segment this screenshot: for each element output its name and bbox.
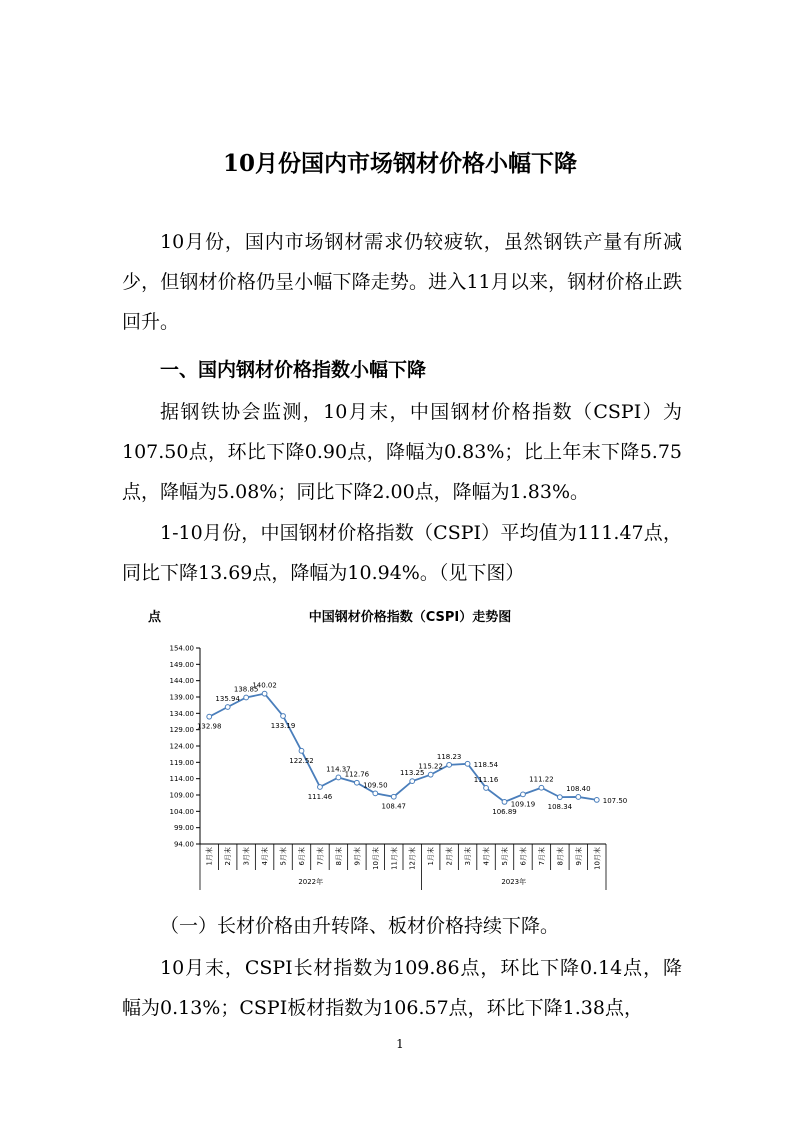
- chart-data-label: 133.19: [270, 721, 296, 730]
- chart-data-label: 118.23: [436, 752, 462, 761]
- chart-y-tick-label: 124.00: [169, 742, 194, 751]
- page-number: 1: [396, 1037, 404, 1051]
- chart-x-tick-label: 5月末: [279, 847, 288, 866]
- chart-x-tick-label: 9月末: [574, 847, 583, 866]
- chart-data-point: [465, 761, 470, 766]
- chart-data-label: 112.76: [344, 770, 370, 779]
- chart-data-point: [354, 780, 359, 785]
- chart-y-tick-label: 114.00: [169, 775, 194, 784]
- chart-data-label: 118.54: [473, 760, 499, 769]
- chart-data-label: 111.22: [529, 775, 554, 784]
- chart-x-tick-label: 2月末: [445, 847, 454, 866]
- chart-data-point: [428, 772, 433, 777]
- chart-data-label: 108.34: [547, 803, 573, 812]
- chart-data-label: 114.37: [326, 765, 351, 774]
- chart-data-point: [502, 799, 507, 804]
- chart-data-point: [262, 691, 267, 696]
- chart-data-label: 138.85: [233, 685, 259, 694]
- chart-x-tick-label: 3月末: [464, 847, 473, 866]
- chart-x-tick-label: 9月末: [353, 847, 362, 866]
- chart-data-label: 113.25: [399, 769, 425, 778]
- chart-data-label: 107.50: [602, 796, 628, 805]
- cspi-paragraph: 据钢铁协会监测，10月末，中国钢材价格指数（CSPI）为107.50点，环比下降0.90点，降幅为0.83%；比上年末下降5.75点，降幅为5.08%；同比下降2.00点，降幅为1.83%。: [122, 401, 682, 503]
- chart-y-tick-label: 129.00: [169, 726, 194, 735]
- chart-data-point: [299, 748, 304, 753]
- page-title: 10月份国内市场钢材价格小幅下降: [222, 150, 577, 177]
- chart-x-tick-label: 1月末: [427, 847, 436, 866]
- chart-data-point: [225, 705, 230, 710]
- chart-y-tick-label: 144.00: [169, 677, 194, 686]
- chart-y-tick-label: 109.00: [169, 791, 194, 800]
- chart-x-tick-label: 6月末: [519, 847, 528, 866]
- chart-data-label: 108.40: [566, 784, 591, 793]
- chart-x-tick-label: 4月末: [261, 847, 270, 866]
- chart-data-point: [207, 714, 212, 719]
- chart-data-label: 111.46: [307, 792, 333, 801]
- cspi-chart-svg: [120, 604, 628, 894]
- chart-data-point: [521, 792, 526, 797]
- chart-x-tick-label: 12月末: [408, 847, 417, 870]
- chart-x-tick-label: 4月末: [482, 847, 491, 866]
- chart-data-label: 122.52: [289, 756, 314, 765]
- chart-y-tick-label: 119.00: [169, 758, 194, 767]
- chart-y-tick-label: 94.00: [173, 840, 194, 849]
- chart-data-label: 140.02: [252, 681, 277, 690]
- chart-data-label: 132.98: [196, 722, 222, 731]
- chart-data-label: 108.47: [381, 802, 407, 811]
- chart-data-point: [373, 791, 378, 796]
- chart-x-tick-label: 11月末: [390, 847, 399, 870]
- chart-data-point: [484, 786, 489, 791]
- chart-x-tick-label: 8月末: [556, 847, 565, 866]
- chart-data-point: [391, 794, 396, 799]
- chart-y-unit: 点: [148, 610, 162, 625]
- chart-data-point: [557, 795, 562, 800]
- chart-x-tick-label: 2月末: [224, 847, 233, 866]
- chart-y-tick-label: 99.00: [173, 824, 194, 833]
- chart-title: 中国钢材价格指数（CSPI）走势图: [308, 610, 512, 625]
- chart-x-tick-label: 7月末: [537, 847, 546, 866]
- chart-x-tick-label: 10月末: [371, 847, 380, 870]
- long-plate-paragraph: 10月末，CSPI长材指数为109.86点，环比下降0.14点，降幅为0.13%；CSPI板材指数为106.57点，环比下降1.38点，: [122, 957, 682, 1019]
- average-paragraph: 1-10月份，中国钢材价格指数（CSPI）平均值为111.47点，同比下降13.69点，降幅为10.94%。（见下图）: [122, 522, 682, 584]
- chart-data-point: [576, 795, 581, 800]
- chart-data-label: 111.16: [473, 775, 499, 784]
- chart-y-tick-label: 104.00: [169, 807, 194, 816]
- chart-y-tick-label: 154.00: [169, 644, 194, 653]
- cspi-chart: [120, 604, 628, 894]
- chart-y-tick-label: 134.00: [169, 709, 194, 718]
- chart-data-label: 109.50: [363, 781, 388, 790]
- chart-data-point: [318, 785, 323, 790]
- chart-x-tick-label: 6月末: [298, 847, 306, 866]
- chart-x-tick-label: 5月末: [501, 847, 509, 866]
- chart-data-point: [539, 785, 544, 790]
- chart-data-label: 106.89: [492, 807, 517, 816]
- chart-data-label: 109.19: [510, 800, 536, 809]
- chart-x-tick-label: 3月末: [242, 847, 251, 866]
- chart-data-point: [410, 779, 415, 784]
- chart-series-line: [209, 694, 597, 802]
- chart-x-tick-label: 8月末: [334, 847, 343, 866]
- chart-x-tick-label: 1月末: [205, 847, 214, 866]
- chart-group-label: 2023年: [501, 878, 527, 886]
- chart-y-tick-label: 139.00: [169, 693, 194, 702]
- chart-data-point: [244, 695, 249, 700]
- chart-x-tick-label: 7月末: [316, 847, 325, 866]
- chart-data-point: [336, 775, 341, 780]
- chart-data-point: [281, 714, 286, 719]
- chart-data-point: [447, 762, 452, 767]
- chart-x-tick-label: 10月末: [593, 847, 602, 870]
- section-heading-1: 一、国内钢材价格指数小幅下降: [160, 359, 427, 381]
- chart-group-label: 2022年: [298, 878, 324, 886]
- chart-data-label: 115.22: [418, 762, 443, 771]
- chart-data-point: [594, 798, 599, 803]
- chart-data-label: 135.94: [215, 694, 240, 703]
- intro-paragraph: 10月份，国内市场钢材需求仍较疲软，虽然钢铁产量有所减少，但钢材价格仍呈小幅下降走势。进入11月以来，钢材价格止跌回升。: [122, 231, 682, 333]
- chart-y-tick-label: 149.00: [169, 660, 194, 669]
- section-heading-2: （一）长材价格由升转降、板材价格持续下降。: [160, 915, 560, 937]
